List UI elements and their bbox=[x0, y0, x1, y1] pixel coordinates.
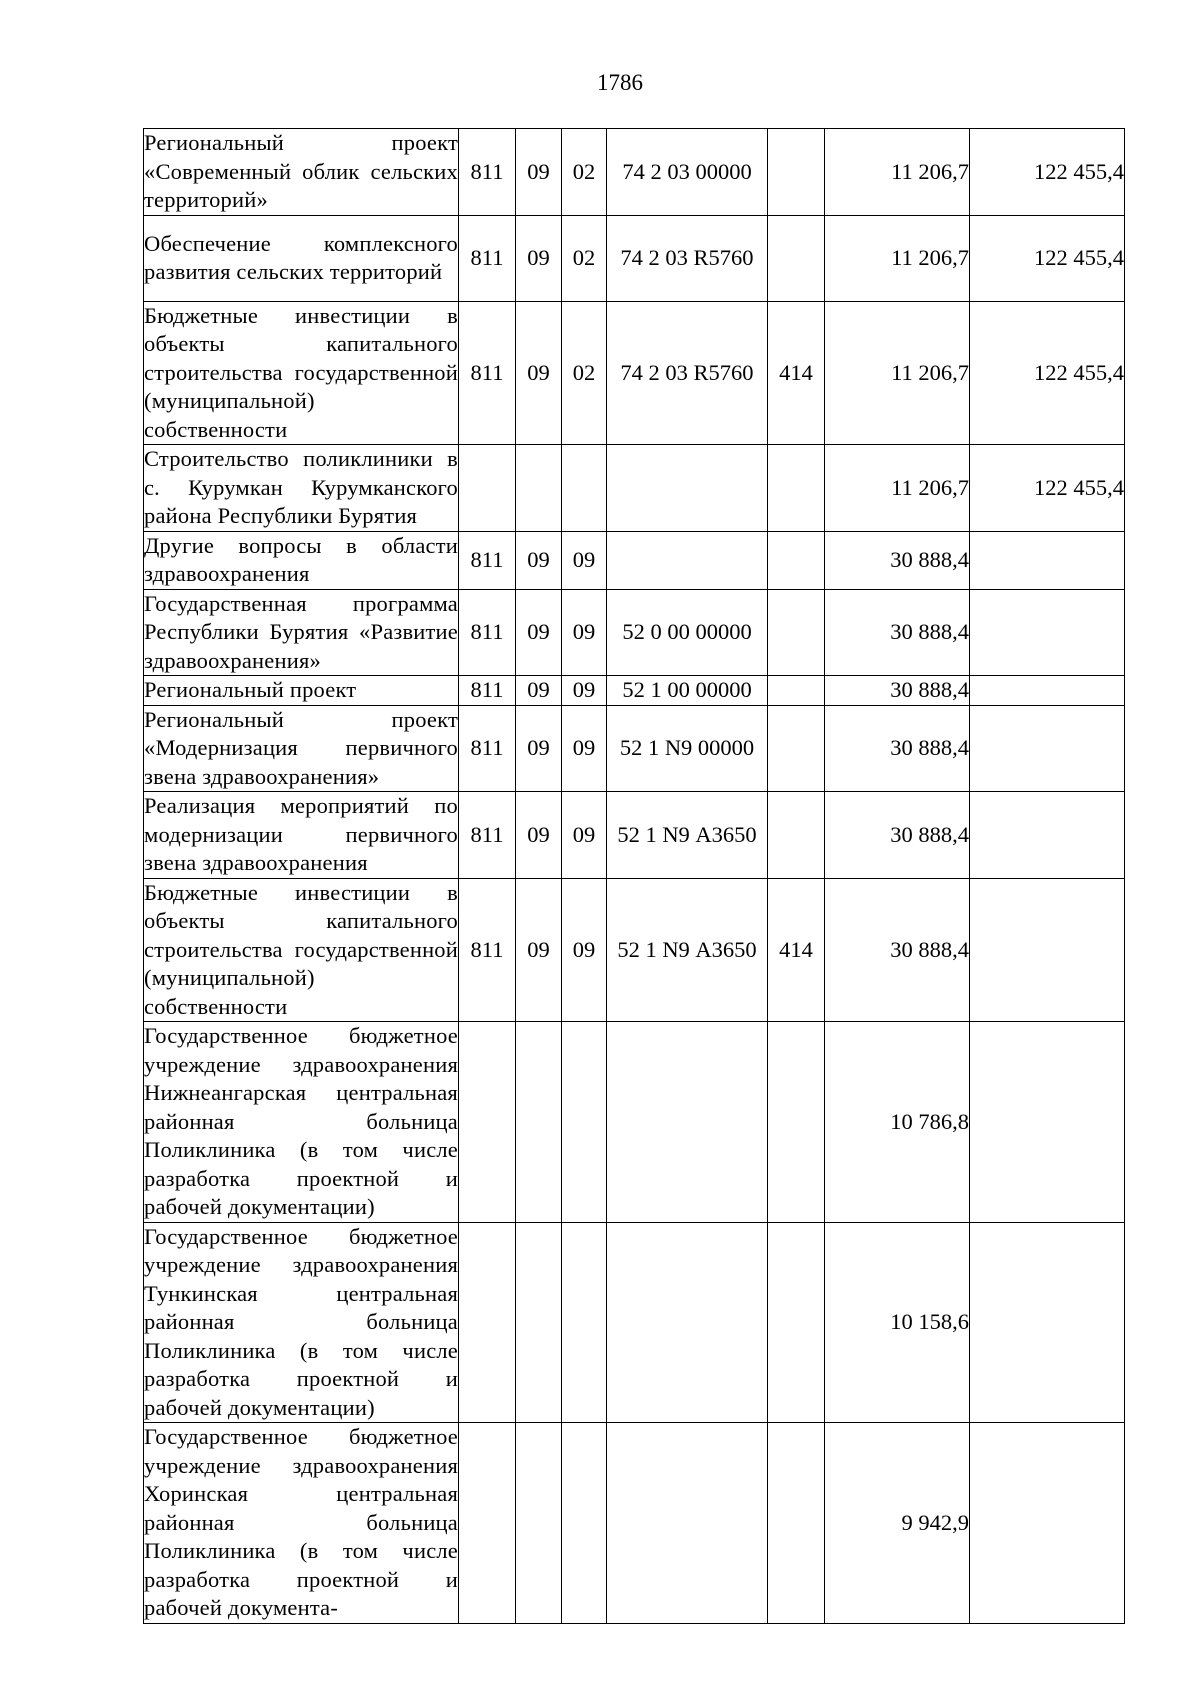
row-csr bbox=[607, 1423, 768, 1624]
row-sum2 bbox=[970, 1423, 1125, 1624]
row-sum1: 9 942,9 bbox=[825, 1423, 970, 1624]
table-row bbox=[144, 589, 1125, 676]
row-csr: 52 1 N9 00000 bbox=[607, 705, 768, 792]
row-sum2 bbox=[970, 1222, 1125, 1423]
row-name: Государственное бюджетное учреждение здравоохранения Хоринская центральная районная больница Поликлиника (в том числе разработка проектной и рабочей документа- bbox=[144, 1423, 459, 1624]
row-name: Строительство поликлиники в с. Курумкан Курумканского района Республики Бурятия bbox=[144, 445, 459, 532]
row-vr bbox=[768, 589, 825, 676]
row-sum2: 122 455,4 bbox=[970, 301, 1125, 445]
row-gr: 811 bbox=[459, 215, 516, 301]
row-gr bbox=[459, 1222, 516, 1423]
row-rz bbox=[516, 1423, 562, 1624]
row-name: Государственное бюджетное учреждение здравоохранения Тункинская центральная районная больница Поликлиника (в том числе разработка проектной и рабочей документации) bbox=[144, 1222, 459, 1423]
row-vr bbox=[768, 531, 825, 589]
table-row bbox=[144, 531, 1125, 589]
row-rz bbox=[516, 1022, 562, 1223]
row-name: Региональный проект bbox=[144, 676, 459, 706]
row-vr bbox=[768, 676, 825, 706]
row-pr: 09 bbox=[562, 531, 607, 589]
row-pr: 02 bbox=[562, 215, 607, 301]
row-vr bbox=[768, 705, 825, 792]
table-row bbox=[144, 215, 1125, 301]
row-vr bbox=[768, 1423, 825, 1624]
row-gr: 811 bbox=[459, 676, 516, 706]
row-name: Государственная программа Республики Бурятия «Развитие здравоохранения» bbox=[144, 589, 459, 676]
row-vr bbox=[768, 1022, 825, 1223]
row-csr: 52 1 N9 А3650 bbox=[607, 878, 768, 1022]
row-pr: 09 bbox=[562, 705, 607, 792]
row-rz: 09 bbox=[516, 215, 562, 301]
row-sum1: 11 206,7 bbox=[825, 301, 970, 445]
table-row bbox=[144, 445, 1125, 532]
row-sum2 bbox=[970, 792, 1125, 879]
row-pr bbox=[562, 1423, 607, 1624]
row-vr: 414 bbox=[768, 301, 825, 445]
row-sum1: 11 206,7 bbox=[825, 215, 970, 301]
budget-table bbox=[143, 128, 1125, 1624]
table-row bbox=[144, 705, 1125, 792]
row-rz: 09 bbox=[516, 878, 562, 1022]
row-rz bbox=[516, 1222, 562, 1423]
row-pr bbox=[562, 1222, 607, 1423]
row-gr bbox=[459, 1423, 516, 1624]
row-csr: 74 2 03 R5760 bbox=[607, 215, 768, 301]
row-gr: 811 bbox=[459, 705, 516, 792]
row-csr bbox=[607, 1222, 768, 1423]
row-name: Реализация мероприятий по модернизации первичного звена здравоохранения bbox=[144, 792, 459, 879]
row-vr bbox=[768, 792, 825, 879]
page-number: 1786 bbox=[597, 70, 643, 95]
row-rz: 09 bbox=[516, 301, 562, 445]
table-row bbox=[144, 878, 1125, 1022]
row-sum1: 30 888,4 bbox=[825, 878, 970, 1022]
row-sum1: 30 888,4 bbox=[825, 676, 970, 706]
row-rz bbox=[516, 445, 562, 532]
row-csr: 52 0 00 00000 bbox=[607, 589, 768, 676]
row-sum1: 30 888,4 bbox=[825, 705, 970, 792]
table-row bbox=[144, 1222, 1125, 1423]
row-sum1: 30 888,4 bbox=[825, 792, 970, 879]
row-pr: 09 bbox=[562, 589, 607, 676]
row-rz: 09 bbox=[516, 792, 562, 879]
row-gr: 811 bbox=[459, 878, 516, 1022]
row-vr bbox=[768, 1222, 825, 1423]
row-sum1: 11 206,7 bbox=[825, 445, 970, 532]
table-row bbox=[144, 676, 1125, 706]
row-rz: 09 bbox=[516, 705, 562, 792]
row-rz: 09 bbox=[516, 129, 562, 216]
row-sum1: 30 888,4 bbox=[825, 531, 970, 589]
row-sum2: 122 455,4 bbox=[970, 129, 1125, 216]
row-gr bbox=[459, 1022, 516, 1223]
row-sum1: 10 158,6 bbox=[825, 1222, 970, 1423]
row-csr bbox=[607, 531, 768, 589]
row-gr bbox=[459, 445, 516, 532]
row-name: Региональный проект «Современный облик сельских территорий» bbox=[144, 129, 459, 216]
table-row bbox=[144, 301, 1125, 445]
row-pr bbox=[562, 1022, 607, 1223]
row-vr bbox=[768, 129, 825, 216]
table-row bbox=[144, 1022, 1125, 1223]
row-csr: 74 2 03 00000 bbox=[607, 129, 768, 216]
row-vr bbox=[768, 215, 825, 301]
row-pr: 02 bbox=[562, 301, 607, 445]
row-gr: 811 bbox=[459, 301, 516, 445]
row-name: Бюджетные инвестиции в объекты капитального строительства государственной (муниципальной) собственности bbox=[144, 301, 459, 445]
table-row bbox=[144, 129, 1125, 216]
row-sum2 bbox=[970, 676, 1125, 706]
row-gr: 811 bbox=[459, 792, 516, 879]
row-pr: 09 bbox=[562, 792, 607, 879]
row-name: Региональный проект «Модернизация первичного звена здравоохранения» bbox=[144, 705, 459, 792]
row-vr bbox=[768, 445, 825, 532]
row-pr bbox=[562, 445, 607, 532]
row-csr: 74 2 03 R5760 bbox=[607, 301, 768, 445]
row-csr: 52 1 N9 А3650 bbox=[607, 792, 768, 879]
row-sum2 bbox=[970, 705, 1125, 792]
row-sum2 bbox=[970, 531, 1125, 589]
row-gr: 811 bbox=[459, 589, 516, 676]
row-rz: 09 bbox=[516, 676, 562, 706]
row-pr: 02 bbox=[562, 129, 607, 216]
row-sum2: 122 455,4 bbox=[970, 215, 1125, 301]
row-sum2: 122 455,4 bbox=[970, 445, 1125, 532]
row-name: Другие вопросы в области здравоохранения bbox=[144, 531, 459, 589]
row-sum2 bbox=[970, 878, 1125, 1022]
row-pr: 09 bbox=[562, 676, 607, 706]
row-sum1: 30 888,4 bbox=[825, 589, 970, 676]
row-vr: 414 bbox=[768, 878, 825, 1022]
row-csr bbox=[607, 445, 768, 532]
row-pr: 09 bbox=[562, 878, 607, 1022]
row-sum2 bbox=[970, 1022, 1125, 1223]
table-row bbox=[144, 1423, 1125, 1624]
table-row bbox=[144, 792, 1125, 879]
row-sum1: 11 206,7 bbox=[825, 129, 970, 216]
row-rz: 09 bbox=[516, 531, 562, 589]
row-name: Государственное бюджетное учреждение здравоохранения Нижнеангарская центральная районная больница Поликлиника (в том числе разработка проектной и рабочей документации) bbox=[144, 1022, 459, 1223]
row-csr: 52 1 00 00000 bbox=[607, 676, 768, 706]
row-gr: 811 bbox=[459, 531, 516, 589]
row-name: Обеспечение комплексного развития сельских территорий bbox=[144, 215, 459, 301]
row-sum2 bbox=[970, 589, 1125, 676]
row-name: Бюджетные инвестиции в объекты капитального строительства государственной (муниципальной) собственности bbox=[144, 878, 459, 1022]
row-gr: 811 bbox=[459, 129, 516, 216]
row-rz: 09 bbox=[516, 589, 562, 676]
row-csr bbox=[607, 1022, 768, 1223]
row-sum1: 10 786,8 bbox=[825, 1022, 970, 1223]
